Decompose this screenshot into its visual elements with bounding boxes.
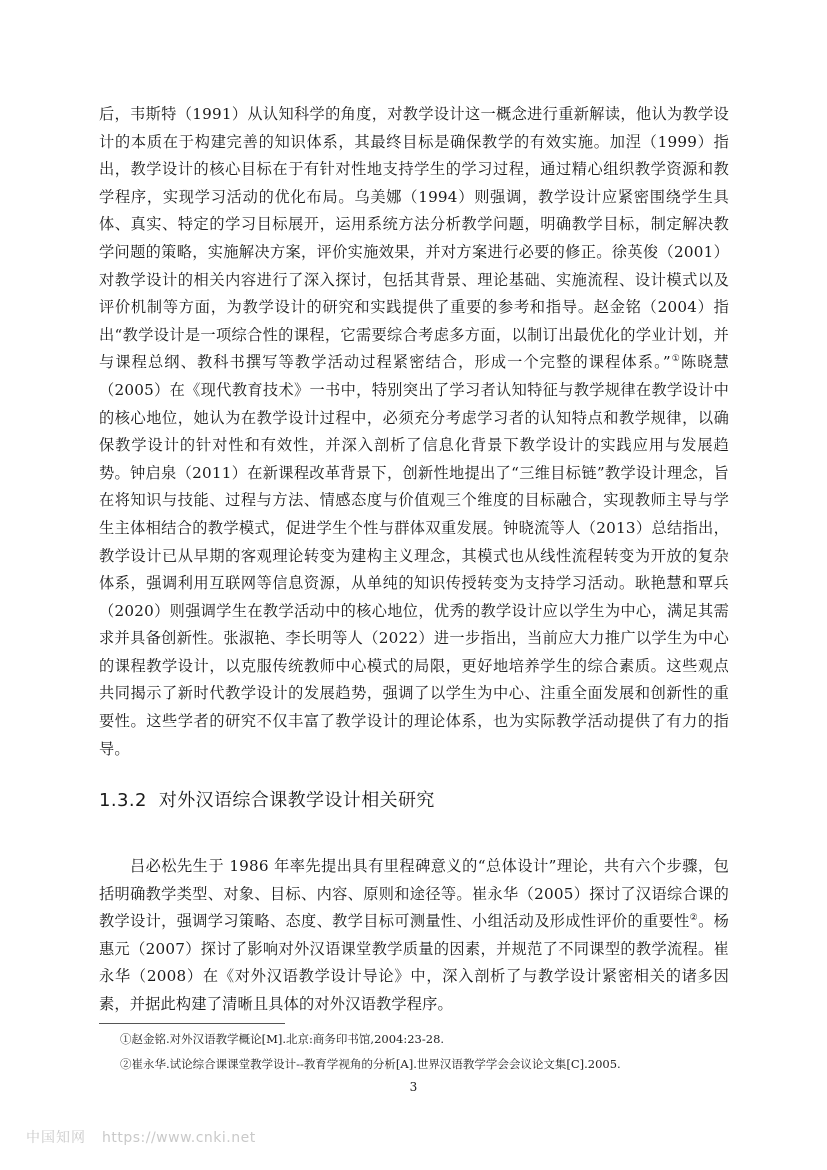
- paragraph-2-text-part-a: 吕必松先生于 1986 年率先提出具有里程碑意义的“总体设计”理论，共有六个步骤，包括明确教学类型、对象、目标、内容、原则和途径等。崔永华（2005）探讨了汉语综合课的教学设计，强调学习策略、态度、教学目标可测量性、小组活动及形成性评价的重要性: [99, 857, 729, 931]
- cnki-watermark: [26, 1127, 256, 1147]
- page-number: 3: [409, 1080, 418, 1094]
- watermark-url[interactable]: https://www.cnki.net: [102, 1130, 256, 1146]
- footnote-2-marker[interactable]: ②: [689, 913, 699, 924]
- section-heading: [99, 788, 729, 814]
- section-title: 对外汉语综合课教学设计相关研究: [158, 790, 435, 811]
- paragraph-2-text-part-b: 。杨惠元（2007）探讨了影响对外汉语课堂教学质量的因素，并规范了不同课型的教学流程。崔永华（2008）在《对外汉语教学设计导论》中，深入剖析了与教学设计紧密相关的诸多因素，并据此构建了清晰且具体的对外汉语教学程序。: [99, 912, 729, 1013]
- footnote-2: ②崔永华.试论综合课课堂教学设计--教育学视角的分析[A].世界汉语教学学会会议论文集[C].2005.: [120, 1057, 621, 1071]
- paragraph-1-text-part-b: 陈晓慧（2005）在《现代教育技术》一书中，特别突出了学习者认知特征与教学规律在教学设计中的核心地位，她认为在教学设计过程中，必须充分考虑学习者的认知特点和教学规律，以确保教学设计的针对性和有效性，并深入剖析了信息化背景下教学设计的实践应用与发展趋势。钟启泉（2011）在新课程改革背景下，创新性地提出了“三维目标链”教学设计理念，旨在将知识与技能、过程与方法、情感态度与价值观三个维度的目标融合，实现教师主导与学生主体相结合的教学模式，促进学生个性与群体双重发展。钟晓流等人（2013）总结指出，教学设计已从早期的客观理论转变为建构主义理念，其模式也从线性流程转变为开放的复杂体系，强调利用互联网等信息资源，从单纯的知识传授转变为支持学习活动。耿艳慧和覃兵（2020）则强调学生在教学活动中的核心地位，优秀的教学设计应以学生为中心，满足其需求并具备创新性。张淑艳、李长明等人（2022）进一步指出，当前应大力推广以学生为中心的课程教学设计，以克服传统教师中心模式的局限，更好地培养学生的综合素质。这些观点共同揭示了新时代教学设计的发展趋势，强调了以学生为中心、注重全面发展和创新性的重要性。这些学者的研究不仅丰富了教学设计的理论体系，也为实际教学活动提供了有力的指导。: [99, 353, 729, 758]
- body-paragraph-2: [99, 853, 729, 1019]
- footnote-divider: [99, 1023, 285, 1024]
- section-number: 1.3.2: [99, 790, 147, 811]
- footnote-1-marker[interactable]: ①: [670, 354, 681, 365]
- body-paragraph-1: [99, 101, 729, 763]
- paragraph-1-text-part-a: 后，韦斯特（1991）从认知科学的角度，对教学设计这一概念进行重新解读，他认为教学设计的本质在于构建完善的知识体系，其最终目标是确保教学的有效实施。加涅（1999）指出，教学设计的核心目标在于有针对性地支持学生的学习过程，通过精心组织教学资源和教学程序，实现学习活动的优化布局。乌美娜（1994）则强调，教学设计应紧密围绕学生具体、真实、特定的学习目标展开，运用系统方法分析教学问题，明确教学目标，制定解决教学问题的策略，实施解决方案，评价实施效果，并对方案进行必要的修正。徐英俊（2001）对教学设计的相关内容进行了深入探讨，包括其背景、理论基础、实施流程、设计模式以及评价机制等方面，为教学设计的研究和实践提供了重要的参考和指导。赵金铭（2004）指出“教学设计是一项综合性的课程，它需要综合考虑多方面，以制订出最优化的学业计划，并与课程总纲、教科书撰写等教学活动过程紧密结合，形成一个完整的课程体系。”: [99, 105, 729, 372]
- footnote-1: ①赵金铭.对外汉语教学概论[M].北京:商务印书馆,2004:23-28.: [120, 1032, 445, 1046]
- watermark-brand: 中国知网: [26, 1130, 86, 1146]
